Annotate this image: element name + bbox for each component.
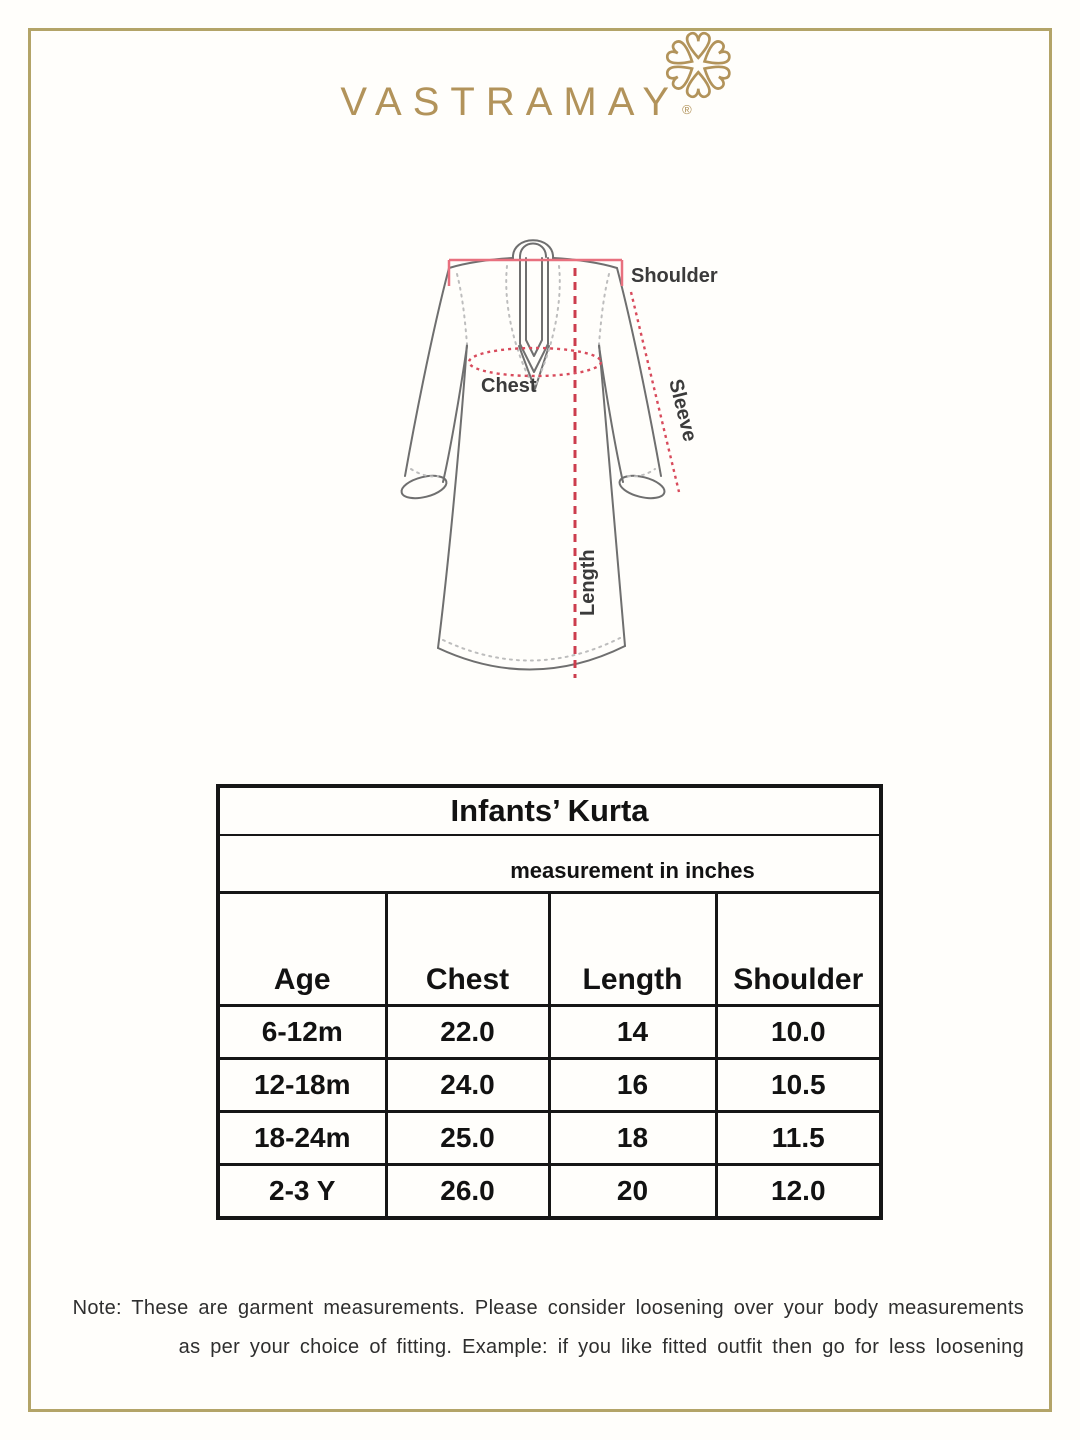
shoulder-label: Shoulder [631,265,718,287]
kurta-measurement-diagram [385,226,735,731]
kurta-outline [399,240,666,669]
chest-cell: 24.0 [386,1059,549,1112]
table-row [218,1059,881,1112]
age-cell: 6-12m [218,1006,386,1059]
length-cell: 14 [549,1006,716,1059]
column-header-chest: Chest [386,893,549,1006]
size-chart-table [216,784,883,1220]
shoulder-measure-line [449,260,622,286]
chest-label: Chest [481,375,537,397]
age-cell: 2-3 Y [218,1165,386,1219]
length-cell: 20 [549,1165,716,1219]
column-header-shoulder: Shoulder [716,893,881,1006]
chest-cell: 25.0 [386,1112,549,1165]
chest-cell: 22.0 [386,1006,549,1059]
length-label: Length [577,549,599,616]
table-row [218,1165,881,1219]
floral-mandala-icon [662,28,736,102]
age-cell: 12-18m [218,1059,386,1112]
table-row [218,1006,881,1059]
shoulder-cell: 12.0 [716,1165,881,1219]
shoulder-cell: 11.5 [716,1112,881,1165]
size-chart-title: Infants’ Kurta [218,786,881,835]
brand-logo [340,80,691,124]
note-line-1: Note: These are garment measurements. Please consider loosening over your body measurements [72,1297,1024,1319]
column-header-age: Age [218,893,386,1006]
registered-trademark-icon: ® [682,102,692,117]
shoulder-cell: 10.0 [716,1006,881,1059]
length-cell: 16 [549,1059,716,1112]
age-cell: 18-24m [218,1112,386,1165]
shoulder-cell: 10.5 [716,1059,881,1112]
subtitle-spacer-cell [218,835,386,893]
length-cell: 18 [549,1112,716,1165]
chest-cell: 26.0 [386,1165,549,1219]
brand-name: VASTRAMAY [340,80,681,124]
sleeve-label: Sleeve [664,376,701,444]
size-chart-subtitle: measurement in inches [386,835,881,893]
column-header-length: Length [549,893,716,1006]
table-row [218,1112,881,1165]
measurement-note [60,1289,1024,1367]
note-line-2: as per your choice of fitting. Example: if you like fitted outfit then go for less loosening [178,1336,1024,1358]
